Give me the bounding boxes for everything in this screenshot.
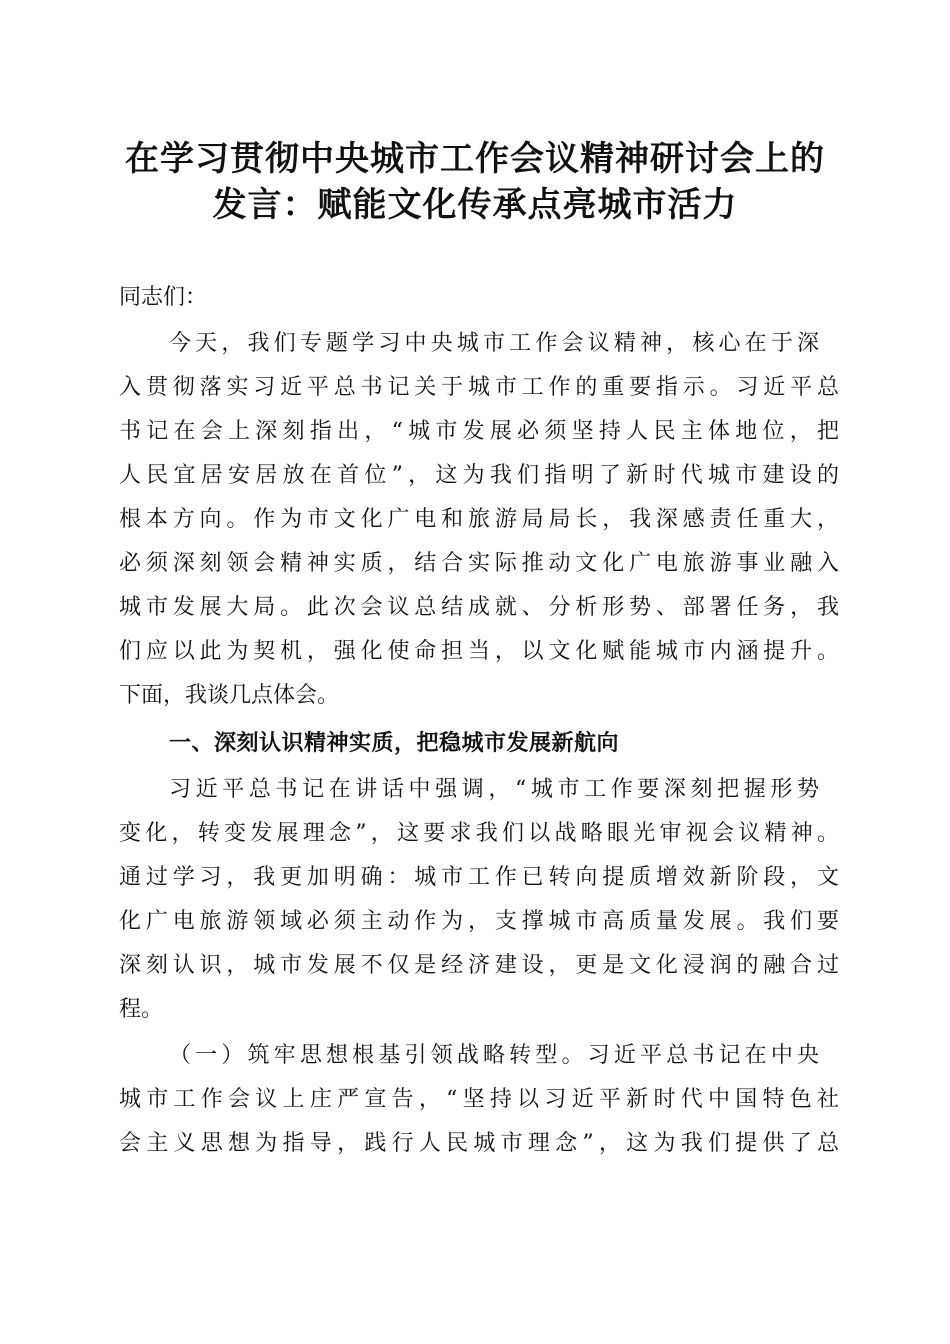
intro-line: 城市发展大局。此次会议总结成就、分析形势、部署任务，我 xyxy=(119,595,839,620)
subsection-1-first-line-text: 习近平总书记在中央 xyxy=(587,1043,819,1068)
subsection-1-line: 城市工作会议上庄严宣告，“坚持以习近平新时代中国特色社 xyxy=(119,1087,839,1112)
intro-line: 下面，我谈几点体会。 xyxy=(119,683,340,708)
document-title-line-1: 在学习贯彻中央城市工作会议精神研讨会上的 xyxy=(125,139,825,179)
intro-line: 入贯彻落实习近平总书记关于城市工作的重要指示。习近平总 xyxy=(119,375,839,400)
intro-line: 们应以此为契机，强化使命担当，以文化赋能城市内涵提升。 xyxy=(119,639,839,664)
section-1-line: 程。 xyxy=(119,997,164,1022)
section-1-line: 习近平总书记在讲话中强调，“城市工作要深刻把握形势 xyxy=(169,777,819,802)
salutation: 同志们： xyxy=(119,285,208,310)
intro-line: 根本方向。作为市文化广电和旅游局局长，我深感责任重大， xyxy=(119,507,839,532)
section-1-line: 通过学习，我更加明确：城市工作已转向提质增效新阶段，文 xyxy=(119,865,839,890)
subsection-1-first-line xyxy=(169,1033,819,1079)
section-1-line: 化广电旅游领域必须主动作为，支撑城市高质量发展。我们要 xyxy=(119,909,839,934)
subsection-1-heading: （一）筑牢思想根基引领战略转型。 xyxy=(169,1043,588,1068)
document-title-line-2: 发言：赋能文化传承点亮城市活力 xyxy=(212,185,738,225)
intro-line: 必须深刻领会精神实质，结合实际推动文化广电旅游事业融入 xyxy=(119,551,839,576)
intro-line: 书记在会上深刻指出，“城市发展必须坚持人民主体地位，把 xyxy=(119,419,839,444)
section-1-heading: 一、深刻认识精神实质，把稳城市发展新航向 xyxy=(169,731,620,756)
intro-line: 今天，我们专题学习中央城市工作会议精神，核心在于深 xyxy=(169,331,819,356)
intro-line: 人民宜居安居放在首位”，这为我们指明了新时代城市建设的 xyxy=(119,463,839,488)
section-1-line: 变化，转变发展理念”，这要求我们以战略眼光审视会议精神。 xyxy=(119,821,839,846)
subsection-1-line: 会主义思想为指导，践行人民城市理念”，这为我们提供了总 xyxy=(119,1131,839,1156)
section-1-line: 深刻认识，城市发展不仅是经济建设，更是文化浸润的融合过 xyxy=(119,953,839,978)
